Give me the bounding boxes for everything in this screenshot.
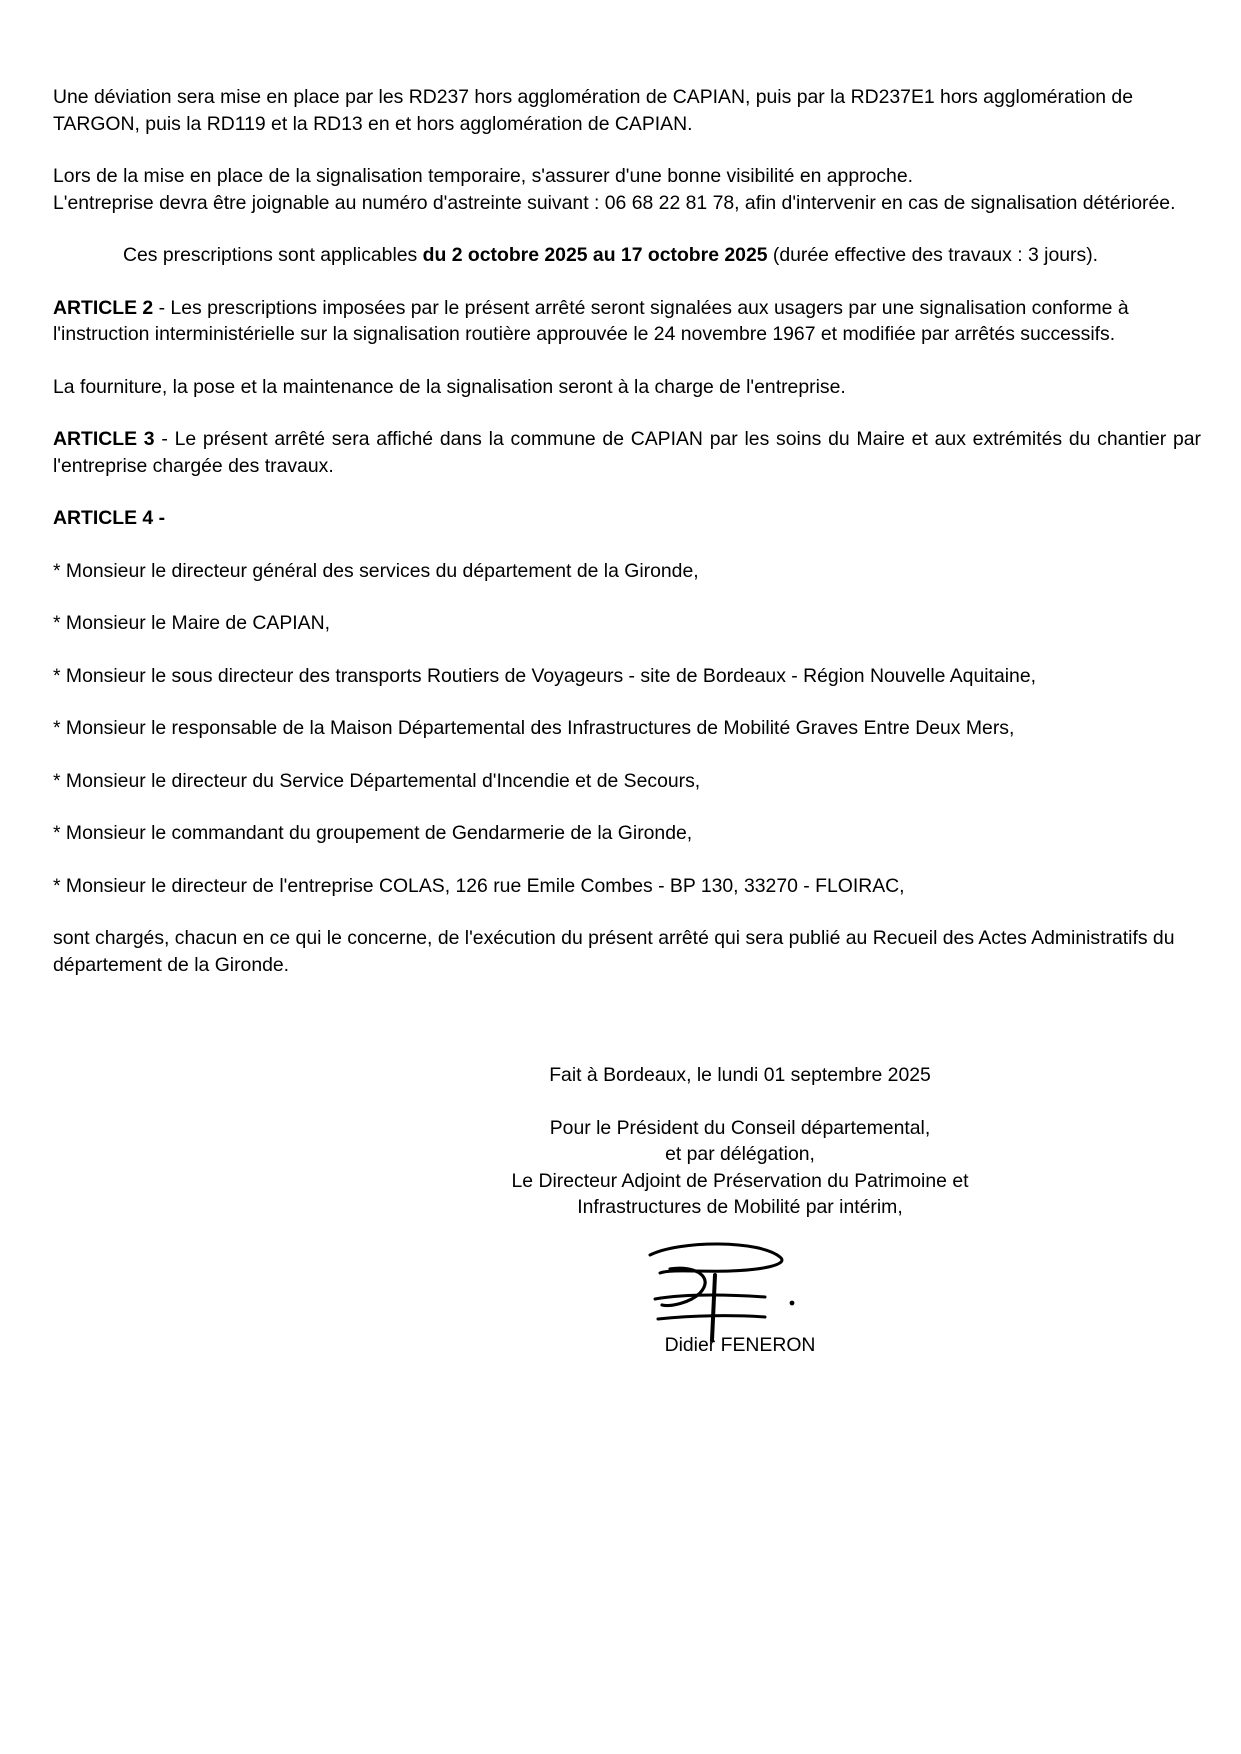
dates-bold: du 2 octobre 2025 au 17 octobre 2025 [422,244,768,266]
article-3-text: - Le présent arrêté sera affiché dans la commune de CAPIAN par les soins du Maire et aux extrémités du chantier par l'entreprise chargée des travaux. [53,428,1201,477]
signature-line-1: Pour le Président du Conseil départemental, [549,1116,931,1139]
place-date: Fait à Bordeaux, le lundi 01 septembre 2025 [549,1064,931,1086]
signature-line-4: Infrastructures de Mobilité par intérim, [577,1196,903,1218]
article-2-paragraph [53,295,1201,348]
recipient-item: * Monsieur le commandant du groupement de Gendarmerie de la Gironde, [53,822,693,844]
recipient-item: * Monsieur le responsable de la Maison Départemental des Infrastructures de Mobilité Graves Entre Deux Mers, [53,717,1015,739]
article-4-label-text: ARTICLE 4 - [53,507,166,529]
recipient-item: * Monsieur le directeur du Service Départemental d'Incendie et de Secours, [53,769,701,792]
dates-prefix: Ces prescriptions sont applicables [123,244,423,266]
dates-paragraph [53,242,1201,269]
article-4-label [53,505,1201,532]
recipient-item: * Monsieur le directeur général des services du département de la Gironde, [53,559,699,582]
recipient-item: * Monsieur le Maire de CAPIAN, [53,612,330,634]
signature-line-3: Le Directeur Adjoint de Préservation du Patrimoine et [511,1169,969,1192]
handwritten-signature-icon [640,1235,820,1345]
signalisation-paragraph-line2: L'entreprise devra être joignable au numéro d'astreinte suivant : 06 68 22 81 78, afin d'intervenir en cas de signalisation détériorée. [53,191,1176,214]
signature-line-2: et par délégation, [665,1143,815,1165]
recipient-item: * Monsieur le directeur de l'entreprise COLAS, 126 rue Emile Combes - BP 130, 33270 - FLOIRAC, [53,874,905,897]
closing-paragraph: sont chargés, chacun en ce qui le concerne, de l'exécution du présent arrêté qui sera publié au Recueil des Actes Administratifs du département de la Gironde. [53,927,1175,976]
signalisation-paragraph-line1: Lors de la mise en place de la signalisation temporaire, s'assurer d'une bonne visibilité en approche. [53,165,914,187]
dates-suffix: (durée effective des travaux : 3 jours). [767,244,1099,266]
article-2-label: ARTICLE 2 [53,296,154,319]
document-body [53,84,1201,978]
article-3-paragraph [53,426,1201,479]
signatory-name: Didier FENERON [664,1334,816,1356]
article-3-label: ARTICLE 3 [53,428,155,450]
recipient-item: * Monsieur le sous directeur des transports Routiers de Voyageurs - site de Bordeaux - Région Nouvelle Aquitaine, [53,664,1036,687]
supply-paragraph: La fourniture, la pose et la maintenance de la signalisation seront à la charge de l'entreprise. [53,375,846,398]
article-2-text: - Les prescriptions imposées par le présent arrêté seront signalées aux usagers par une signalisation conforme à l'instruction interministérielle sur la signalisation routière approuvée le 24 novembre 1967 et modifiée par arrêtés successifs. [53,296,1129,345]
deviation-paragraph: Une déviation sera mise en place par les RD237 hors agglomération de CAPIAN, puis par la RD237E1 hors agglomération de TARGON, puis la RD119 et la RD13 en et hors agglomération de CAPIAN. [53,86,1134,135]
signature-block [480,1062,1000,1221]
